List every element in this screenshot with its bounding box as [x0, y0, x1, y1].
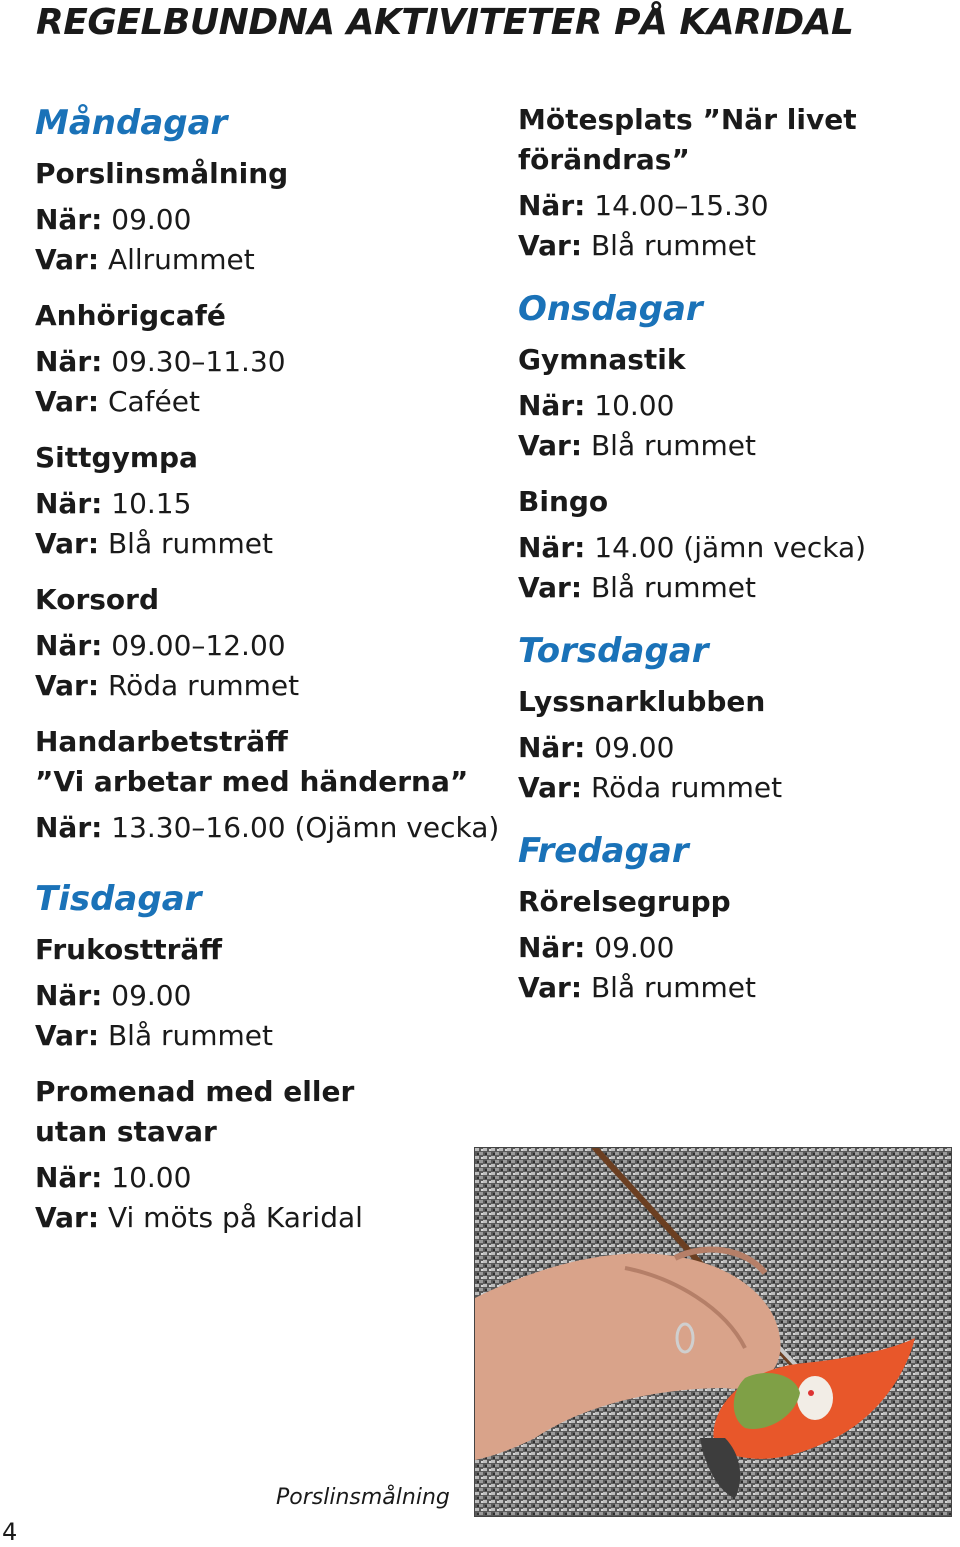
when-row: När: 13.30–16.00 (Ojämn vecka): [35, 811, 500, 844]
activity-name: Gymnastik: [518, 343, 686, 376]
activity-name-line1: Handarbetsträff: [35, 725, 288, 758]
where-row: Var: Blå rummet: [518, 229, 757, 262]
activity-motesplats: [518, 100, 958, 266]
when-row: När: 14.00–15.30: [518, 189, 769, 222]
when-row: När: 09.00: [35, 203, 192, 236]
where-row: Var: Röda rummet: [35, 669, 300, 702]
activity-name: Lyssnarklubben: [518, 685, 766, 718]
day-heading-mandagar: Måndagar: [35, 103, 228, 143]
day-heading-torsdagar: Torsdagar: [518, 631, 709, 671]
where-row: Var: Allrummet: [35, 243, 255, 276]
activity-name-line2: förändras”: [518, 143, 690, 176]
activity-name-line1: Mötesplats ”När livet: [518, 103, 857, 136]
activity-frukosttraff: [35, 930, 475, 1056]
where-row: Var: Vi möts på Karidal: [35, 1201, 363, 1234]
activity-name: Anhörigcafé: [35, 299, 226, 332]
when-row: När: 09.00: [35, 979, 192, 1012]
when-row: När: 10.00: [35, 1161, 192, 1194]
activity-porslinsmalning: [35, 154, 475, 280]
where-row: Var: Caféet: [35, 385, 200, 418]
when-row: När: 14.00 (jämn vecka): [518, 531, 867, 564]
photo-illustration: [475, 1148, 951, 1516]
right-column: [518, 100, 958, 1008]
where-row: Var: Röda rummet: [518, 771, 783, 804]
activity-sittgympa: [35, 438, 475, 564]
day-heading-onsdagar: Onsdagar: [518, 289, 703, 329]
porcelain-painting-photo: [474, 1147, 952, 1517]
activity-name: Bingo: [518, 485, 609, 518]
when-row: När: 09.00: [518, 931, 675, 964]
day-heading-fredagar: Fredagar: [518, 831, 689, 871]
activity-name-line1: Promenad med eller: [35, 1075, 355, 1108]
when-row: När: 10.15: [35, 487, 192, 520]
photo-caption: Porslinsmålning: [276, 1485, 450, 1510]
page-title: REGELBUNDNA AKTIVITETER PÅ KARIDAL: [36, 2, 854, 43]
activity-name: Porslinsmålning: [35, 157, 289, 190]
day-heading-tisdagar: Tisdagar: [35, 879, 202, 919]
page-number: 4: [2, 1518, 18, 1546]
activity-anhorigcafe: [35, 296, 475, 422]
when-row: När: 10.00: [518, 389, 675, 422]
activity-name: Rörelsegrupp: [518, 885, 731, 918]
activity-name-line2: ”Vi arbetar med händerna”: [35, 765, 469, 798]
where-row: Var: Blå rummet: [518, 429, 757, 462]
when-row: När: 09.00–12.00: [35, 629, 286, 662]
where-row: Var: Blå rummet: [518, 971, 757, 1004]
when-row: När: 09.30–11.30: [35, 345, 286, 378]
where-row: Var: Blå rummet: [35, 1019, 274, 1052]
activity-gymnastik: [518, 340, 958, 466]
where-row: Var: Blå rummet: [35, 527, 274, 560]
activity-handarbetstraff: [35, 722, 500, 848]
activity-name: Frukostträff: [35, 933, 223, 966]
activity-name: Sittgympa: [35, 441, 198, 474]
activity-name-line2: utan stavar: [35, 1115, 217, 1148]
activity-rorelsegrupp: [518, 882, 958, 1008]
activity-promenad: [35, 1072, 475, 1238]
activity-lyssnarklubben: [518, 682, 958, 808]
where-row: Var: Blå rummet: [518, 571, 757, 604]
when-row: När: 09.00: [518, 731, 675, 764]
left-column: [35, 100, 500, 1238]
activity-name: Korsord: [35, 583, 160, 616]
activity-korsord: [35, 580, 475, 706]
activity-bingo: [518, 482, 958, 608]
